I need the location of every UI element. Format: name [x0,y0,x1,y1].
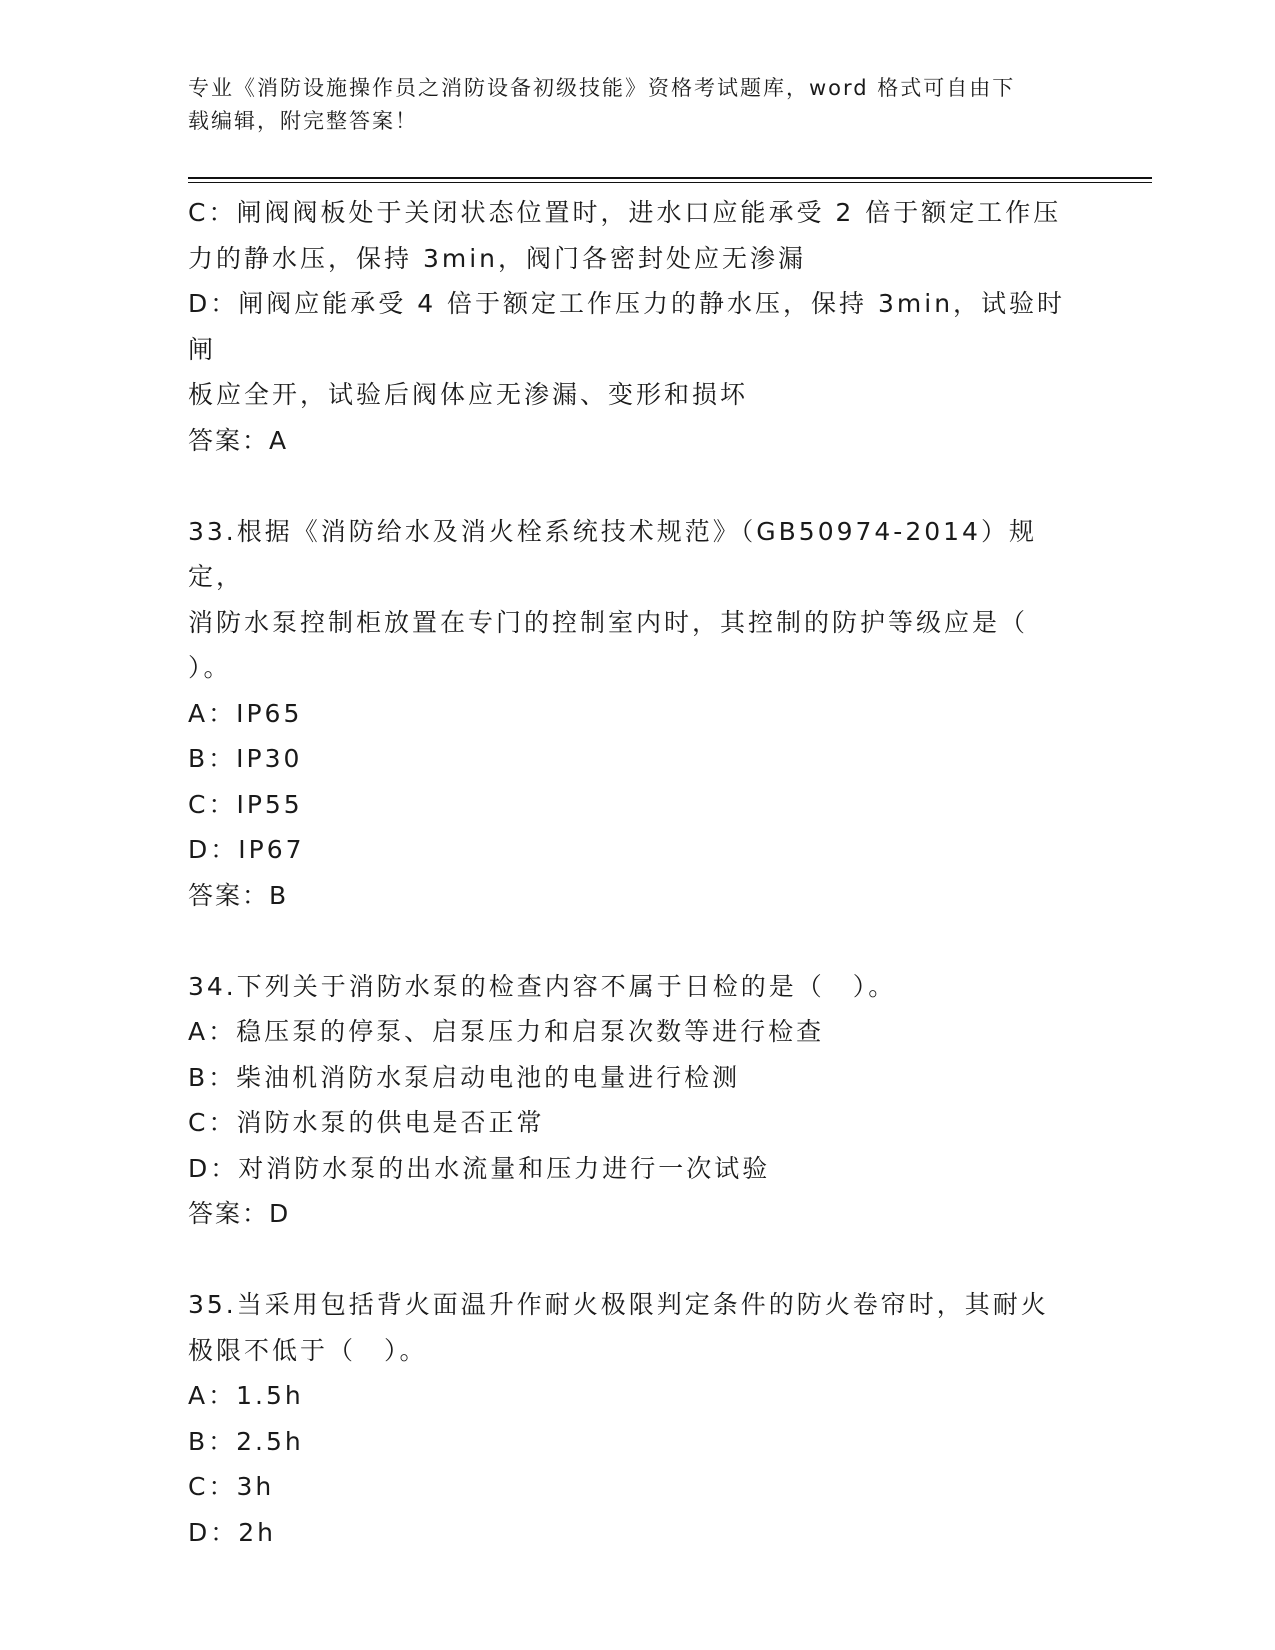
option-a: A：1.5h [188,1381,304,1410]
header-divider-thick [188,177,1152,179]
question-block-32 [188,190,1078,463]
spacer [188,918,1078,964]
option-c-line-2: 力的静水压，保持 3min，阀门各密封处应无渗漏 [188,243,806,273]
option-c: C：消防水泵的供电是否正常 [188,1108,545,1137]
option-d-line-2: 板应全开，试验后阀体应无渗漏、变形和损坏 [188,380,749,409]
option-b: B：柴油机消防水泵启动电池的电量进行检测 [188,1062,741,1092]
question-block-35 [188,1282,1078,1555]
question-stem-line-2: 消防水泵控制柜放置在专门的控制室内时，其控制的防护等级应是（ [188,607,1029,637]
question-block-33 [188,509,1078,919]
answer-label: 答案：A [188,425,289,455]
header-line-2: 载编辑，附完整答案！ [188,109,418,133]
question-stem-line-1: 34.下列关于消防水泵的检查内容不属于日检的是（ ）。 [188,971,897,1001]
header-divider-thin [188,182,1152,183]
question-stem-line-3: ）。 [188,653,232,682]
option-d: D：对消防水泵的出水流量和压力进行一次试验 [188,1153,771,1183]
option-d-line-1: D：闸阀应能承受 4 倍于额定工作压力的静水压，保持 3min，试验时闸 [188,289,1066,364]
question-block-34 [188,964,1078,1237]
question-list [188,190,1078,1555]
question-stem-line-1: 33.根据《消防给水及消火栓系统技术规范》（GB50974-2014）规定， [188,516,1037,591]
document-header [188,72,1068,138]
question-stem-line-1: 35.当采用包括背火面温升作耐火极限判定条件的防火卷帘时，其耐火 [188,1290,1049,1319]
question-stem-line-2: 极限不低于（ ）。 [188,1335,428,1365]
option-d: D：IP67 [188,835,305,864]
option-c: C：IP55 [188,789,303,819]
option-c: C：3h [188,1472,275,1501]
option-c-line-1: C：闸阀阀板处于关闭状态位置时，进水口应能承受 2 倍于额定工作压 [188,198,1062,227]
spacer [188,463,1078,509]
option-d: D：2h [188,1517,277,1547]
option-a: A：IP65 [188,698,303,728]
option-b: B：IP30 [188,744,303,773]
option-a: A：稳压泵的停泵、启泵压力和启泵次数等进行检查 [188,1017,825,1046]
option-b: B：2.5h [188,1426,304,1456]
spacer [188,1237,1078,1283]
header-line-1: 专业《消防设施操作员之消防设备初级技能》资格考试题库，word 格式可自由下 [188,76,1016,100]
answer-label: 答案：B [188,880,289,910]
answer-label: 答案：D [188,1199,291,1228]
